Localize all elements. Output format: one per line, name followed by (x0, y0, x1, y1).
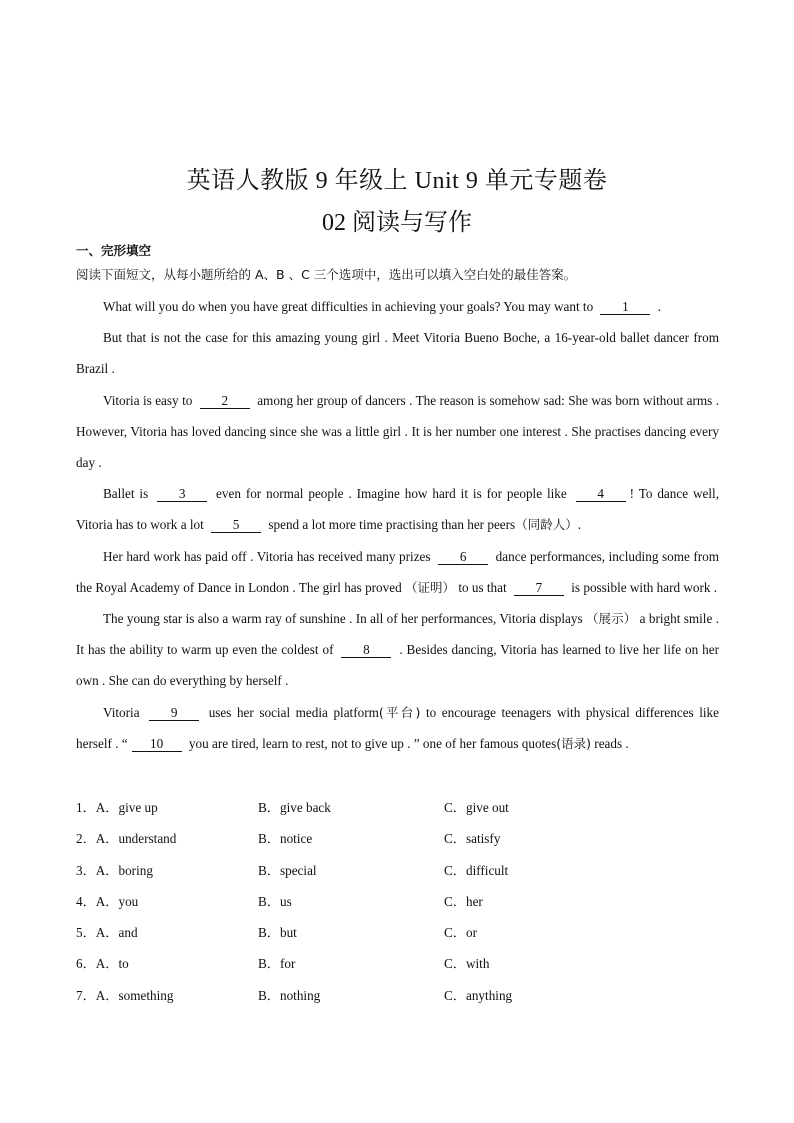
blank-3: 3 (157, 486, 207, 502)
option-c: C．with (444, 956, 490, 972)
blank-5: 5 (211, 517, 261, 533)
passage-gloss: （展示） (585, 611, 637, 627)
option-c: C．give out (444, 800, 509, 815)
passage-text: . (657, 299, 662, 314)
passage-text: among her group of dancers . The reason is somehow sad: She was born without arms . However, Vitoria has loved dancing since she was a little girl . It is her number one interest . She practises dancing every day . (76, 392, 720, 471)
option-c: C．satisfy (444, 831, 501, 847)
option-a: 5．A．and (76, 925, 138, 941)
passage-paragraph-3 (76, 385, 719, 479)
passage-gloss: (语录) (556, 735, 591, 751)
reading-passage (76, 291, 719, 759)
passage-gloss: （同龄人） (515, 517, 578, 533)
passage-gloss: （证明） (405, 579, 456, 595)
passage-text: Vitoria (103, 704, 140, 720)
option-b: B．give back (258, 800, 331, 815)
passage-paragraph-4 (76, 478, 719, 540)
answer-options (76, 790, 726, 1009)
passage-text: spend a lot more time practising than her peers (268, 517, 516, 533)
option-c: C．or (444, 925, 477, 941)
blank-8: 8 (341, 642, 391, 658)
option-a: 3．A．boring (76, 862, 153, 878)
option-a: 2．A．understand (76, 831, 177, 847)
passage-text: . Besides dancing, Vitoria has learned to live her life on her own . She can do everything by herself . (76, 642, 719, 689)
option-row (76, 884, 726, 915)
passage-paragraph-2 (76, 322, 719, 384)
option-b: B．nothing (258, 987, 321, 1003)
blank-10: 10 (132, 736, 182, 752)
section-heading: 一、完形填空 (76, 243, 152, 258)
blank-2: 2 (200, 393, 250, 409)
passage-text: to encourage teenagers with physical differences like herself . “ (76, 704, 720, 751)
passage-text: What will you do when you have great difficulties in achieving your goals? You may want to (103, 299, 594, 314)
option-b: B．special (258, 862, 317, 878)
blank-1: 1 (600, 299, 650, 315)
passage-text: even for normal people . Imagine how hard it is for people like (216, 486, 567, 502)
passage-text: is possible with hard work . (571, 579, 718, 595)
document-title: 英语人教版 9 年级上 Unit 9 单元专题卷 (186, 168, 608, 194)
passage-text: Vitoria is easy to (103, 392, 193, 408)
passage-text: The young star is also a warm ray of sunshine . In all of her performances, Vitoria displays (103, 611, 583, 627)
option-c: C．anything (444, 987, 513, 1003)
option-row (76, 790, 726, 821)
blank-4: 4 (576, 486, 626, 502)
option-a: 7．A．something (76, 987, 174, 1003)
option-a: 4．A．you (76, 893, 139, 909)
option-row (76, 978, 726, 1009)
passage-text: you are tired, learn to rest, not to give up . ” one of her famous quotes (188, 735, 557, 751)
passage-text: to us that (458, 579, 507, 595)
passage-text: But that is not the case for this amazing young girl . Meet Vitoria Bueno Boche, a 16-year-old ballet dancer from Brazil . (76, 330, 719, 377)
passage-text: dance performances, including some from the Royal Academy of Dance in London . The girl has proved (76, 548, 720, 595)
section-instructions: 阅读下面短文，从每小题所给的 A、B 、C 三个选项中，选出可以填入空白处的最佳答案。 (76, 267, 577, 282)
option-c: C．her (444, 893, 483, 909)
option-row (76, 915, 726, 946)
option-a: 6．A．to (76, 956, 129, 972)
passage-text: reads . (594, 735, 629, 751)
document-subtitle: 02 阅读与写作 (322, 210, 472, 236)
passage-paragraph-7 (76, 697, 719, 759)
option-b: B．for (258, 956, 296, 972)
passage-paragraph-1 (76, 291, 719, 322)
option-row (76, 821, 726, 852)
option-c: C．difficult (444, 862, 509, 878)
option-b: B．us (258, 893, 292, 909)
passage-text: Ballet is (103, 486, 149, 502)
option-row (76, 853, 726, 884)
passage-text: a bright smile . It has the ability to warm up even the coldest of (76, 611, 719, 658)
option-b: B．but (258, 925, 297, 941)
passage-text: ! To dance well, Vitoria has to work a lot (76, 486, 719, 533)
blank-6: 6 (438, 549, 488, 565)
blank-9: 9 (149, 705, 199, 721)
passage-paragraph-6 (76, 603, 719, 697)
passage-text: Her hard work has paid off . Vitoria has received many prizes (103, 548, 431, 564)
passage-text: uses her social media platform (208, 704, 379, 720)
passage-paragraph-5 (76, 541, 719, 603)
passage-gloss: (平台) (378, 704, 421, 720)
passage-text: . (577, 517, 581, 533)
blank-7: 7 (514, 580, 564, 596)
option-a: 1．A．give up (76, 800, 158, 815)
option-row (76, 946, 726, 977)
option-b: B．notice (258, 831, 313, 847)
